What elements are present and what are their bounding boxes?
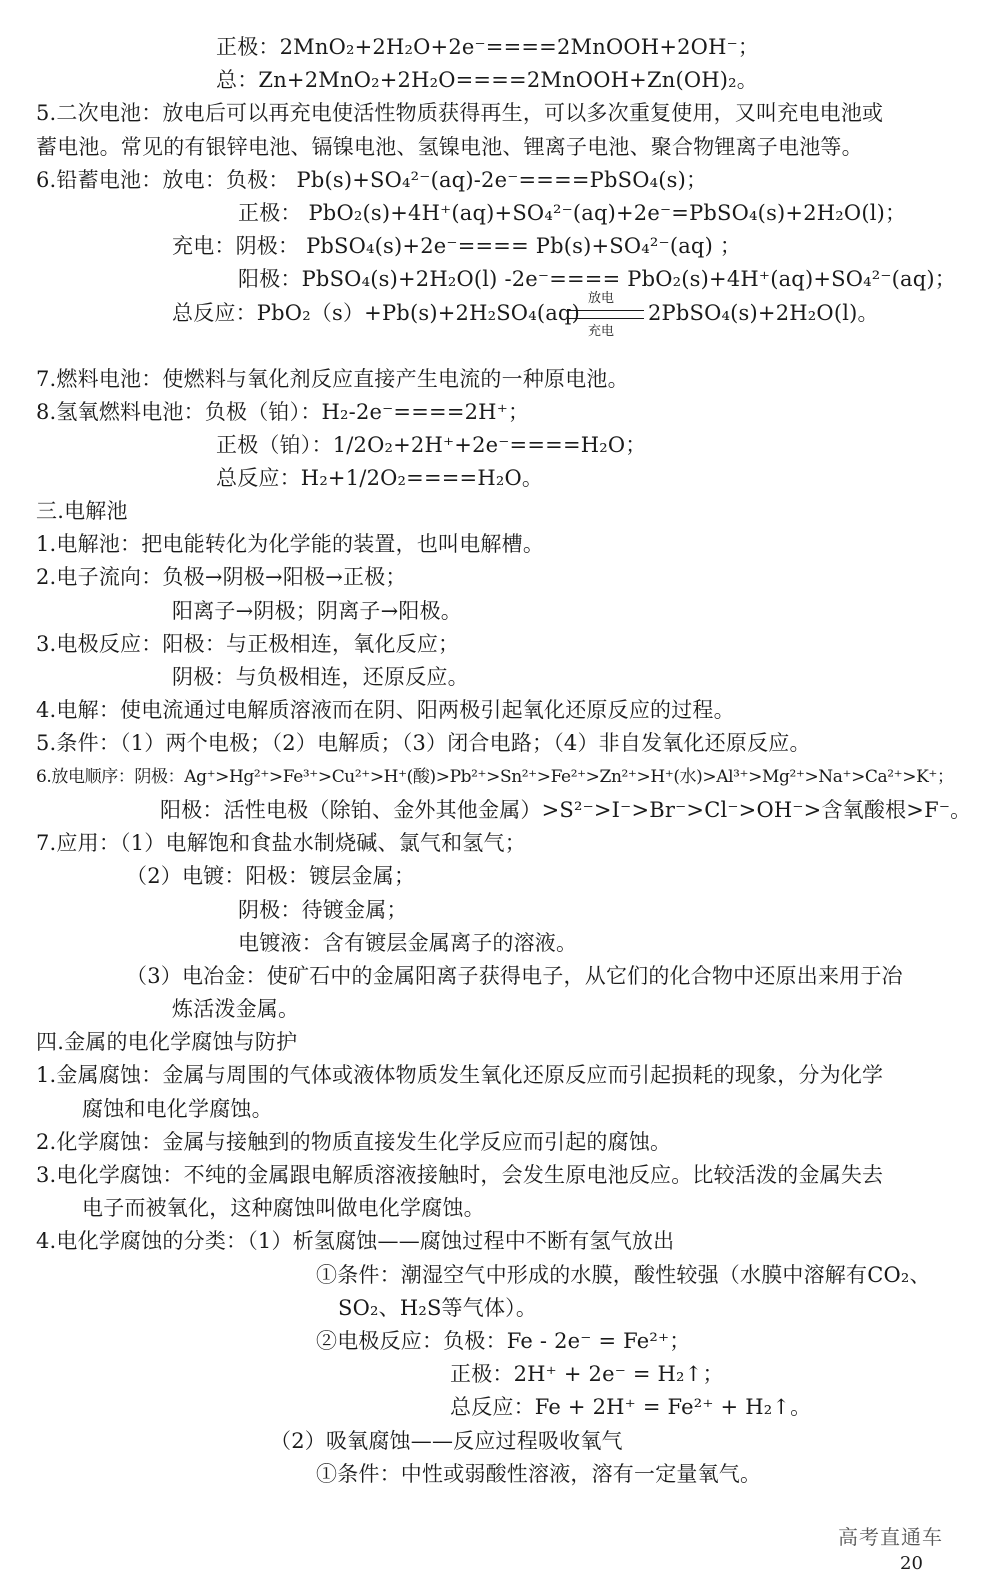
text-line: 蓄电池。常见的有银锌电池、镉镍电池、氢镍电池、锂离子电池、聚合物锂离子电池等。: [36, 135, 863, 159]
text-line: 阳极：PbSO₄(s)+2H₂O(l) -2e⁻==== PbO₂(s)+4H⁺(aq)+SO₄²⁻(aq)；: [238, 267, 957, 291]
text-line: 电镀液：含有镀层金属离子的溶液。: [238, 931, 578, 955]
text-line: 2.化学腐蚀：金属与接触到的物质直接发生化学反应而引起的腐蚀。: [36, 1130, 672, 1154]
text-line: 阴极：待镀金属；: [238, 898, 408, 922]
reversible-reaction-arrow: [568, 292, 644, 340]
text-line: 1.金属腐蚀：金属与周围的气体或液体物质发生氧化还原反应而引起损耗的现象，分为化学: [36, 1063, 884, 1087]
page-number: 20: [900, 1553, 923, 1574]
text-line: 充电：阴极： PbSO₄(s)+2e⁻==== Pb(s)+SO₄²⁻(aq) ；: [172, 234, 742, 258]
text-line: ②电极反应：负极：Fe - 2e⁻ = Fe²⁺；: [316, 1329, 691, 1353]
text-line: ①条件：中性或弱酸性溶液，溶有一定量氧气。: [316, 1462, 762, 1486]
text-line: 腐蚀和电化学腐蚀。: [82, 1097, 273, 1121]
text-line: 6.铅蓄电池：放电：负极： Pb(s)+SO₄²⁻(aq)-2e⁻====PbSO₄(s)；: [36, 168, 708, 192]
text-line: 正极（铂）：1/2O₂+2H⁺+2e⁻====H₂O；: [216, 433, 647, 457]
section-heading: 四.金属的电化学腐蚀与防护: [36, 1030, 298, 1054]
text-line: 8.氢氧燃料电池：负极（铂）：H₂-2e⁻====2H⁺；: [36, 400, 530, 424]
watermark: 高考直通车: [838, 1525, 943, 1549]
text-line: 炼活泼金属。: [172, 997, 300, 1021]
text-line: SO₂、H₂S等气体）。: [338, 1296, 538, 1320]
text-line: ①条件：潮湿空气中形成的水膜，酸性较强（水膜中溶解有CO₂、: [316, 1263, 931, 1287]
text-line: （2）吸氧腐蚀——反应过程吸收氧气: [270, 1429, 623, 1453]
text-line: 7.燃料电池：使燃料与氧化剂反应直接产生电流的一种原电池。: [36, 367, 629, 391]
text-line: 总反应：Fe + 2H⁺ = Fe²⁺ + H₂↑。: [450, 1395, 812, 1419]
text-line: 阳极：活性电极（除铂、金外其他金属）>S²⁻>I⁻>Br⁻>Cl⁻>OH⁻>含氧酸根>F⁻。: [160, 798, 972, 822]
text-line: 3.电化学腐蚀：不纯的金属跟电解质溶液接触时，会发生原电池反应。比较活泼的金属失去: [36, 1163, 884, 1187]
text-line: 3.电极反应：阳极：与正极相连，氧化反应；: [36, 632, 460, 656]
discharge-label: 放电: [588, 291, 615, 306]
text-line: 2.电子流向：负极→阴极→阳极→正极；: [36, 565, 407, 589]
text-line: 总：Zn+2MnO₂+2H₂O====2MnOOH+Zn(OH)₂。: [216, 68, 759, 92]
charge-label: 充电: [588, 324, 615, 339]
text-line: 总反应：PbO₂（s）+Pb(s)+2H₂SO₄(aq): [172, 301, 580, 325]
text-line: （2）电镀：阳极：镀层金属；: [126, 864, 416, 888]
text-line: 阴极：与负极相连，还原反应。: [172, 665, 469, 689]
text-line: 1.电解池：把电能转化为化学能的装置，也叫电解槽。: [36, 532, 545, 556]
text-line: 电子而被氧化，这种腐蚀叫做电化学腐蚀。: [82, 1196, 485, 1220]
section-heading: 三.电解池: [36, 499, 128, 523]
text-line: 2PbSO₄(s)+2H₂O(l)。: [648, 301, 879, 325]
text-line: 6.放电顺序：阴极：Ag⁺>Hg²⁺>Fe³⁺>Cu²⁺>H⁺(酸)>Pb²⁺>Sn²⁺>Fe²⁺>Zn²⁺>H⁺(水)>Al³⁺>Mg²⁺>Na⁺>Ca²⁺>K⁺；: [36, 767, 954, 787]
text-line: （3）电冶金：使矿石中的金属阳离子获得电子，从它们的化合物中还原出来用于冶: [126, 964, 903, 988]
text-line: 7.应用：（1）电解饱和食盐水制烧碱、氯气和氢气；: [36, 831, 526, 855]
text-line: 5.条件：（1）两个电极；（2）电解质；（3）闭合电路；（4）非自发氧化还原反应。: [36, 731, 811, 755]
text-line: 5.二次电池：放电后可以再充电使活性物质获得再生，可以多次重复使用，又叫充电电池或: [36, 101, 884, 125]
text-line: 总反应：H₂+1/2O₂====H₂O。: [216, 466, 544, 490]
text-line: 正极： PbO₂(s)+4H⁺(aq)+SO₄²⁻(aq)+2e⁻=PbSO₄(s)+2H₂O(l)；: [238, 201, 907, 225]
text-line: 4.电解：使电流通过电解质溶液而在阴、阳两极引起氧化还原反应的过程。: [36, 698, 735, 722]
text-line: 阳离子→阴极；阴离子→阳极。: [172, 599, 462, 623]
text-line: 正极：2H⁺ + 2e⁻ = H₂↑；: [450, 1362, 724, 1386]
text-line: 正极：2MnO₂+2H₂O+2e⁻====2MnOOH+2OH⁻；: [216, 35, 760, 59]
text-line: 4.电化学腐蚀的分类：（1）析氢腐蚀——腐蚀过程中不断有氢气放出: [36, 1229, 675, 1253]
